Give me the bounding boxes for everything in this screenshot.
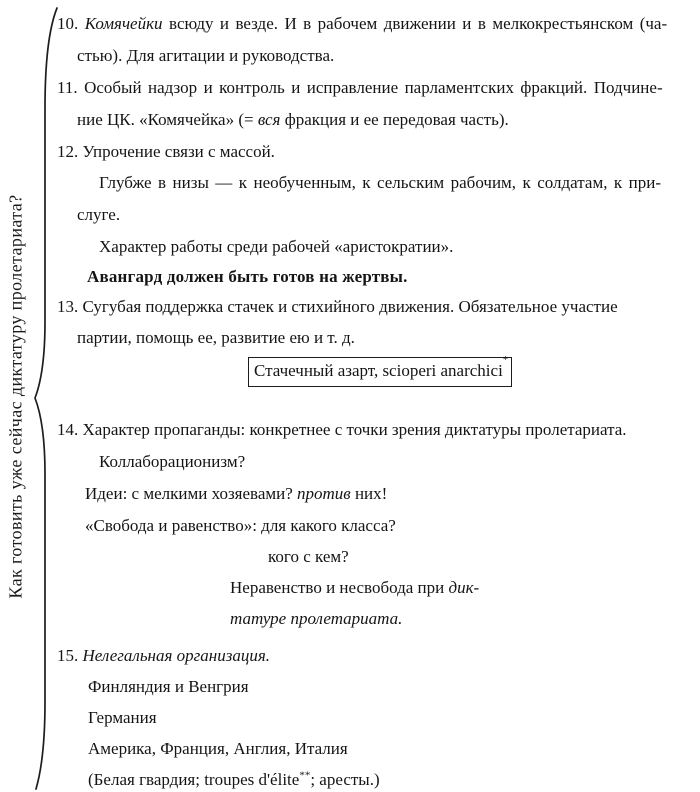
text-line [57, 297, 618, 317]
text-run: вся [257, 110, 281, 129]
text-run: Неравенство и несвобода при [230, 578, 449, 597]
text-run: Америка, Франция, Англия, Италия [88, 739, 348, 758]
text-run: кого с кем? [268, 547, 349, 566]
text-run: слуге. [77, 205, 121, 224]
text-line [77, 110, 509, 130]
text-line [88, 739, 348, 759]
text-run: стью). Для агитации и руководства. [77, 46, 335, 65]
text-line [57, 420, 627, 440]
text-line [77, 328, 355, 348]
text-run: против [297, 484, 351, 503]
text-line [230, 578, 479, 598]
text-line [57, 646, 270, 666]
margin-caption [0, 0, 35, 792]
text-run: фракция и ее передовая часть). [280, 110, 509, 129]
margin-caption-text: Как готовить уже сейчас диктатуру пролетариата? [5, 193, 26, 599]
text-run: Коллаборационизм? [99, 452, 246, 471]
boxed-note [248, 354, 512, 387]
text-run: Характер работы среди рабочей «аристократии». [99, 237, 454, 256]
text-run: Германия [88, 708, 157, 727]
text-run: Авангард должен быть готов на жертвы. [87, 267, 408, 286]
text-run: Стачечный азарт, scioperi anarchici [254, 361, 503, 380]
text-line [99, 452, 245, 472]
text-line [88, 677, 249, 697]
text-line [57, 78, 663, 98]
text-run: партии, помощь ее, развитие ею и т. д. [77, 328, 355, 347]
text-line [230, 609, 402, 629]
text-line [85, 516, 396, 536]
text-run: них! [350, 484, 388, 503]
text-run: 13. Сугубая поддержка стачек и стихийного движения. Обязательное участие [57, 297, 618, 316]
text-run: 15. [57, 646, 83, 665]
text-run: дик- [448, 578, 480, 597]
text-line [268, 547, 349, 567]
text-run: всюду и везде. И в рабочем движении и в мелкокрестьянском (ча- [162, 14, 668, 33]
text-run: (Белая гвардия; troupes d'élite [88, 770, 300, 789]
text-run: «Свобода и равенство»: для какого класса? [85, 516, 396, 535]
text-line [77, 46, 334, 66]
footnote-marker: ** [299, 769, 311, 782]
text-run: ние ЦК. «Комячейка» (= [77, 110, 258, 129]
text-line [99, 237, 453, 257]
text-run: 10. [57, 14, 85, 33]
text-run: ; аресты.) [310, 770, 380, 789]
text-line [77, 205, 120, 225]
footnote-marker: * [502, 354, 509, 367]
text-run: Глубже в низы — к необученным, к сельским рабочим, к солдатам, к при- [99, 173, 661, 192]
text-line [87, 267, 408, 287]
text-line [99, 173, 661, 193]
text-run: Финляндия и Венгрия [88, 677, 249, 696]
text-line [57, 142, 275, 162]
text-run: 12. Упрочение связи с массой. [57, 142, 275, 161]
text-run: Комячейки [84, 14, 163, 33]
text-line [57, 14, 667, 34]
text-run: татуре пролетариата. [230, 609, 403, 628]
text-run: Нелегальная организация. [82, 646, 270, 665]
text-line [88, 708, 157, 728]
text-line [88, 770, 380, 790]
text-line [85, 484, 387, 504]
text-run: 11. Особый надзор и контроль и исправление парламентских фракций. Подчине- [57, 78, 663, 97]
text-run: Идеи: с мелкими хозяевами? [85, 484, 298, 503]
text-run: 14. Характер пропаганды: конкретнее с точки зрения диктатуры пролетариата. [57, 420, 627, 439]
